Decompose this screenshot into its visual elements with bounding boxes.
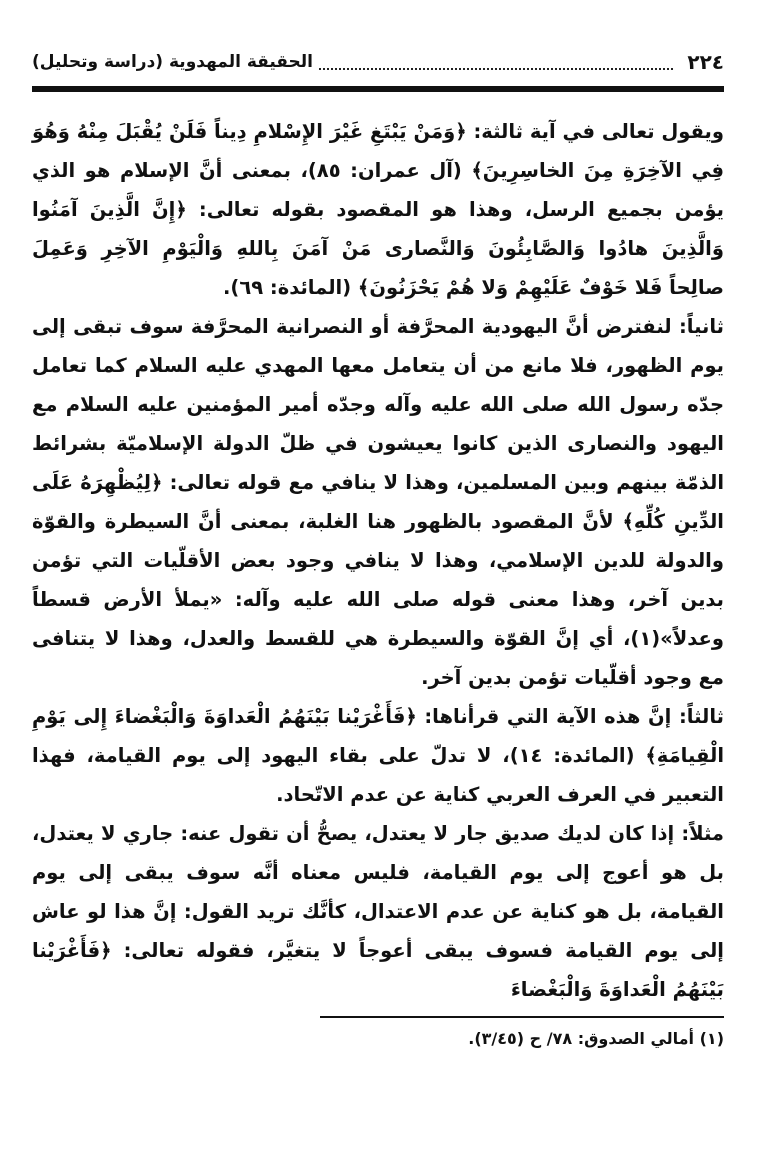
page-body xyxy=(32,112,724,1009)
paragraph-text: إذا كان لديك صديق جار لا يعتدل، يصحُّ أن تقول عنه: جاري لا يعتدل، بل هو أعوج إلى يوم القيامة، فليس معناه أنَّه سوف يبقى إلى يوم القيامة، بل هو كناية عن عدم الاعتدال، كأنَّك تريد القول: إنَّ هذا لو عاش إلى يوم القيامة فسوف يبقى أعوجاً لا يتغيَّر، فقوله تعالى: ﴿فَأَغْرَيْنا بَيْنَهُمُ الْعَداوَةَ وَالْبَغْضاءَ xyxy=(32,822,724,1001)
paragraph xyxy=(32,307,724,697)
header-rule xyxy=(32,86,724,92)
paragraph xyxy=(32,697,724,814)
header-leader-dots xyxy=(319,68,673,70)
paragraph-text: إنَّ هذه الآية التي قرأناها: ﴿فَأَغْرَيْنا بَيْنَهُمُ الْعَداوَةَ وَالْبَغْضاءَ إِلى يَوْمِ الْقِيامَةِ﴾ (المائدة: ١٤)، لا تدلّ على بقاء اليهود إلى يوم القيامة، فهذا التعبير في العرف العربي كناية عن عدم الاتّحاد. xyxy=(32,705,724,806)
footnote: (١) أمالي الصدوق: ٧٨/ ح (٣/٤٥). xyxy=(468,1029,724,1048)
paragraph-lead: ثانياً: xyxy=(678,315,724,338)
paragraph-text: لنفترض أنَّ اليهودية المحرَّفة أو النصرانية المحرَّفة سوف تبقى إلى يوم الظهور، فلا مانع من أن يتعامل معها المهدي عليه السلام كما تعامل جدّه رسول الله صلى الله عليه وآله وجدّه أمير المؤمنين عليه السلام مع اليهود والنصارى الذين كانوا يعيشون في ظلّ الدولة الإسلاميّة بشرائط الذمّة بينهم وبين المسلمين، وهذا لا ينافي مع قوله تعالى: ﴿لِيُظْهِرَهُ عَلَى الدِّينِ كُلِّهِ﴾ لأنَّ المقصود بالظهور هنا الغلبة، بمعنى أنَّ السيطرة والقوّة والدولة للدين الإسلامي، وهذا لا ينافي وجود بعض الأقلّيات التي تؤمن بدين آخر، وهذا معنى قوله صلى الله عليه وآله: «يملأ الأرض قسطاً وعدلاً»(١)، أي إنَّ القوّة والسيطرة هي للقسط والعدل، وهذا لا يتنافى مع وجود أقلّيات تؤمن بدين آخر. xyxy=(32,315,724,689)
paragraph xyxy=(32,814,724,1009)
footnote-rule xyxy=(320,1016,724,1018)
paragraph-lead: مثلاً: xyxy=(681,822,724,845)
paragraph-lead: ثالثاً: xyxy=(678,705,724,728)
page-number: ٢٢٤ xyxy=(687,50,724,74)
running-title: الحقيقة المهدوية (دراسة وتحليل) xyxy=(32,52,314,72)
paragraph-text: ويقول تعالى في آية ثالثة: ﴿وَمَنْ يَبْتَغِ غَيْرَ الإِسْلامِ دِيناً فَلَنْ يُقْبَلَ مِنْهُ وَهُوَ فِي الآخِرَةِ مِنَ الخاسِرِينَ﴾ (آل عمران: ٨٥)، بمعنى أنَّ الإسلام هو الذي يؤمن بجميع الرسل، وهذا هو المقصود بقوله تعالى: ﴿إِنَّ الَّذِينَ آمَنُوا وَالَّذِينَ هادُوا وَالصَّابِئُونَ وَالنَّصارى مَنْ آمَنَ بِاللهِ وَالْيَوْمِ الآخِرِ وَعَمِلَ صالِحاً فَلا خَوْفٌ عَلَيْهِمْ وَلا هُمْ يَحْزَنُونَ﴾ (المائدة: ٦٩). xyxy=(32,120,724,299)
page-header xyxy=(32,42,724,82)
paragraph xyxy=(32,112,724,307)
